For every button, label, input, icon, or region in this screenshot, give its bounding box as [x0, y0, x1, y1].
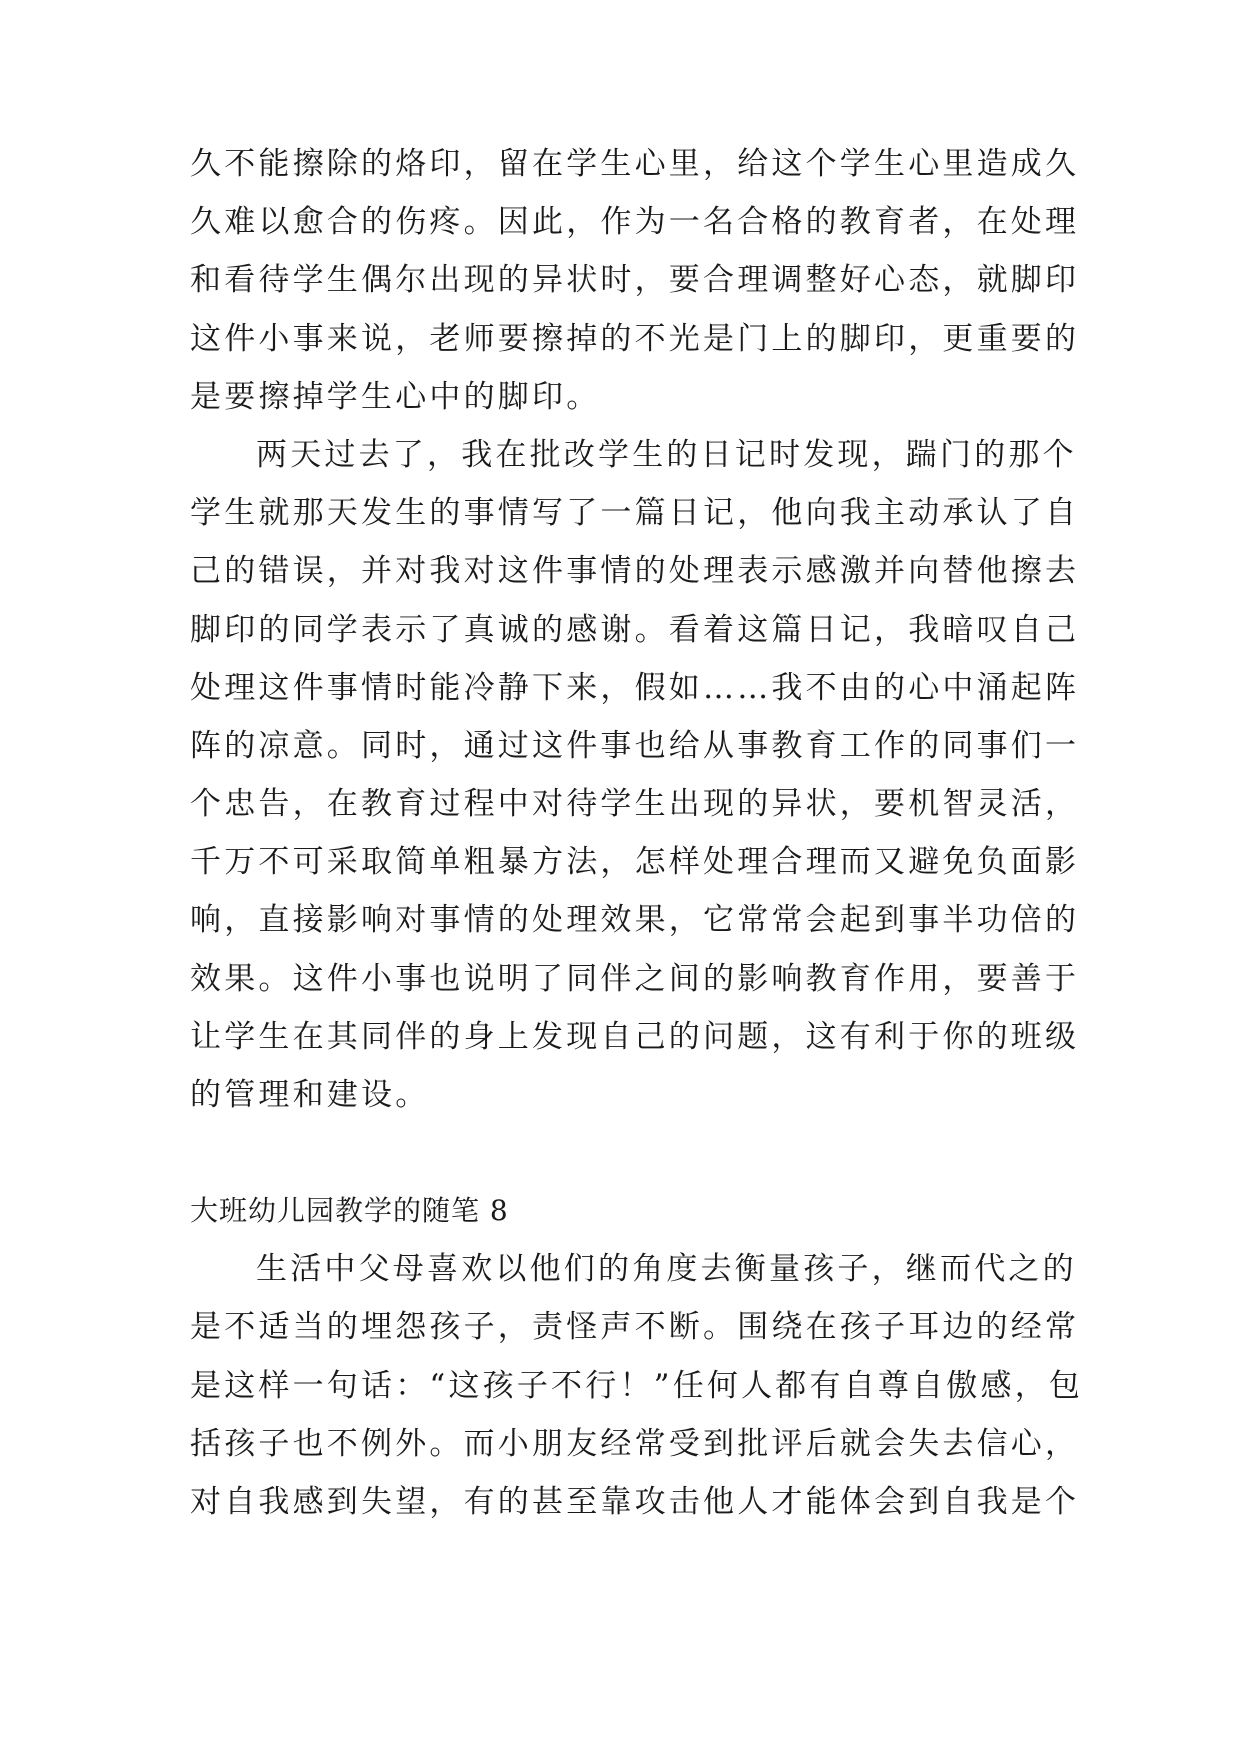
- paragraph-line: 学生就那天发生的事情写了一篇日记，他向我主动承认了自: [190, 495, 1080, 532]
- paragraph-line: 响，直接影响对事情的处理效果，它常常会起到事半功倍的: [190, 902, 1080, 939]
- paragraph-line: 久不能擦除的烙印，留在学生心里，给这个学生心里造成久: [190, 146, 1080, 182]
- paragraph-1: [190, 135, 1080, 426]
- document-body: [190, 135, 1084, 1531]
- paragraph-line: 处理这件事情时能冷静下来，假如……我不由的心中涌起阵: [190, 669, 1080, 706]
- paragraph-line: 脚印的同学表示了真诚的感谢。看着这篇日记，我暗叹自己: [190, 611, 1080, 648]
- paragraph-line: 己的错误，并对我对这件事情的处理表示感激并向替他擦去: [190, 553, 1080, 590]
- paragraph-line: 括孩子也不例外。而小朋友经常受到批评后就会失去信心，: [190, 1425, 1080, 1462]
- paragraph-line: 是不适当的埋怨孩子，责怪声不断。围绕在孩子耳边的经常: [190, 1309, 1080, 1346]
- paragraph-line: 让学生在其同伴的身上发现自己的问题，这有利于你的班级: [190, 1018, 1080, 1055]
- paragraph-2: [190, 426, 1080, 1124]
- paragraph-line: 是这样一句话：“这孩子不行！”任何人都有自尊自傲感，包: [190, 1367, 1084, 1404]
- paragraph-line: 生活中父母喜欢以他们的角度去衡量孩子，继而代之的: [256, 1251, 1077, 1288]
- paragraph-3: [190, 1240, 1084, 1531]
- paragraph-line: 对自我感到失望，有的甚至靠攻击他人才能体会到自我是个: [190, 1483, 1080, 1520]
- paragraph-line: 个忠告，在教育过程中对待学生出现的异状，要机智灵活，: [190, 786, 1080, 823]
- paragraph-line: 是要擦掉学生心中的脚印。: [190, 378, 601, 415]
- paragraph-line: 久难以愈合的伤疼。因此，作为一名合格的教育者，在处理: [190, 204, 1080, 241]
- paragraph-line: 阵的凉意。同时，通过这件事也给从事教育工作的同事们一: [190, 727, 1080, 764]
- paragraph-line: 效果。这件小事也说明了同伴之间的影响教育作用，要善于: [190, 960, 1080, 997]
- paragraph-line: 两天过去了，我在批改学生的日记时发现，踹门的那个: [256, 436, 1077, 473]
- paragraph-line: 的管理和建设。: [190, 1077, 430, 1113]
- paragraph-line: 这件小事来说，老师要擦掉的不光是门上的脚印，更重要的: [190, 320, 1080, 357]
- section-heading: 大班幼儿园教学的随笔 8: [190, 1194, 509, 1228]
- paragraph-line: 和看待学生偶尔出现的异状时，要合理调整好心态，就脚印: [190, 262, 1080, 299]
- paragraph-line: 千万不可采取简单粗暴方法，怎样处理合理而又避免负面影: [190, 844, 1080, 881]
